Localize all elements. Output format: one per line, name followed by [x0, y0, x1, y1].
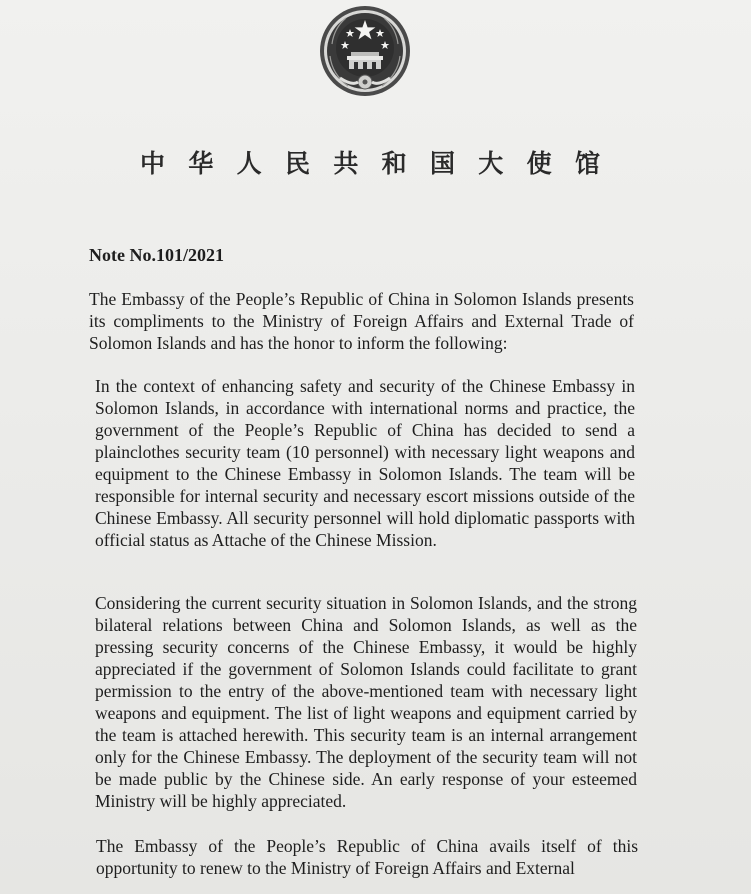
embassy-name-char: 民	[284, 149, 310, 178]
embassy-name-char: 华	[188, 149, 214, 178]
security-team-paragraph: In the context of enhancing safety and security of the Chinese Embassy in Solomon Islands, in accordance with international norms and practice, the government of the People’s Republic of China has decided to send a plainclothes security team (10 personnel) with necessary light weapons and equipment to the Chinese Embassy in Solomon Islands. The team will be responsible for internal security and necessary escort missions outside of the Chinese Embassy. All security personnel will hold diplomatic passports with official status as Attache of the Chinese Mission.	[95, 376, 635, 550]
embassy-name-char: 中	[140, 149, 166, 178]
closing-paragraph: The Embassy of the People’s Republic of China avails itself of this opportunity to renew to the Ministry of Foreign Affairs and External	[96, 836, 638, 878]
embassy-name-char: 馆	[574, 149, 600, 178]
national-emblem-icon	[318, 4, 412, 98]
embassy-name-char: 和	[381, 149, 407, 178]
embassy-name-char: 人	[236, 149, 262, 178]
embassy-name-char: 国	[429, 149, 455, 178]
request-paragraph: Considering the current security situation in Solomon Islands, and the strong bilateral relations between China and Solomon Islands, as well as the pressing security concerns of the Chinese Embassy, it would be highly appreciated if the government of Solomon Islands could facilitate to grant permission to the entry of the above-mentioned team with necessary light weapons and equipment. The list of light weapons and equipment carried by the team is attached herewith. This security team is an internal arrangement only for the Chinese Embassy. The deployment of the security team will not be made public by the Chinese side. An early response of your esteemed Ministry will be highly appreciated.	[95, 593, 637, 811]
embassy-name-chinese	[140, 144, 600, 180]
embassy-name-char: 大	[478, 149, 504, 178]
note-number: Note No.101/2021	[89, 245, 224, 265]
embassy-name-char: 共	[333, 149, 359, 178]
intro-paragraph: The Embassy of the People’s Republic of China in Solomon Islands presents its compliments to the Ministry of Foreign Affairs and External Trade of Solomon Islands and has the honor to inform the following:	[89, 289, 634, 353]
embassy-name-char: 使	[526, 149, 552, 178]
